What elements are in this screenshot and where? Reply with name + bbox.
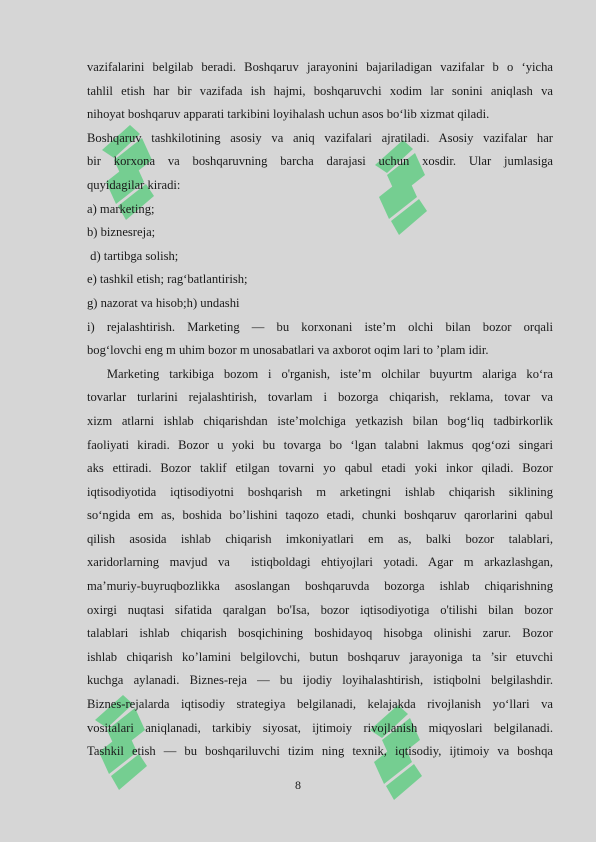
text-line: tahlil etish har bir vazifada ish hajmi, boshqaruvchi xodim lar sonini aniqlash va xyxy=(87,83,553,98)
text-line: aks ettiradi. Bozor taklif etilgan tovarni yo qabul etadi yoki inkor qiladi. Bozor xyxy=(87,461,553,476)
text-line: xizm atlarni ishlab chiqarishdan iste’molchiga yetkazish bilan bog‘liq tadbirkorlik xyxy=(87,413,553,428)
body-text xyxy=(87,56,553,764)
page-number: 8 xyxy=(295,778,301,792)
text-line: iqtisodiyotida iqtisodiyotni boshqarish m arketingni ishlab chiqarish siklining xyxy=(87,484,553,499)
text-line: xaridorlarning mavjud va istiqboldagi ehtiyojlari yotadi. Agar m arkazlashgan, xyxy=(87,555,553,570)
text-line: vositalari aniqlanadi, tarkibiy siyosat, ijtimoiy rivojlanish miqyoslari belgilanadi. xyxy=(87,720,553,735)
text-line: oxirgi nuqtasi sifatida qaralgan bo'Isa, bozor iqtisodiyotiga o'tilishi bilan bozor xyxy=(87,602,553,617)
text-line: g) nazorat va hisob;h) undashi xyxy=(87,295,240,310)
text-line: so‘ngida em as, boshida bo’lishini taqozo etadi, chunki boshqaruv qarorlarini qabul xyxy=(87,508,553,523)
text-line: qilish asosida ishlab chiqarish imkoniyatlari em as, balki bozor talablari, xyxy=(87,531,553,546)
text-line: tovarlar turlarini rejalashtirish, tovarlam i bozorga chiqarish, reklama, tovar va xyxy=(87,390,553,405)
text-line: talablari ishlab chiqarish bosqichining boshidayoq hisobga olinishi zarur. Bozor xyxy=(87,626,553,641)
text-line: Biznes-rejalarda iqtisodiy strategiya belgilanadi, kelajakda rivojlanish yo‘llari va xyxy=(87,697,553,712)
text-line: quyidagilar kiradi: xyxy=(87,177,181,192)
text-line: kuchga aylanadi. Biznes-reja — bu ijodiy loyihalashtirish, istiqbolni belgilashdir. xyxy=(87,673,553,688)
text-line: Marketing tarkibiga bozom i o'rganish, iste’m olchilar buyurtm alariga ko‘ra xyxy=(87,366,554,381)
text-line: i) rejalashtirish. Marketing — bu korxonani iste’m olchi bilan bozor orqali xyxy=(87,319,553,334)
text-line: vazifalarini belgilab beradi. Boshqaruv jarayonini bajariladigan vazifalar b o ‘yicha xyxy=(87,60,553,74)
text-line: Boshqaruv tashkilotining asosiy va aniq vazifalari ajratiladi. Asosiy vazifalar har xyxy=(87,130,553,145)
text-line: bog‘lovchi eng m uhim bozor m unosabatlari va axborot oqim lari to ’plam idir. xyxy=(87,343,489,358)
text-line: ishlab chiqarish ko’lamini belgilovchi, butun boshqaruv jarayoniga ta ’sir etuvchi xyxy=(87,649,553,664)
text-line: ma’muriy-buyruqbozlikka asoslangan boshqaruvda bozorga ishlab chiqarishning xyxy=(87,579,553,594)
text-line: b) biznesreja; xyxy=(87,225,156,240)
text-line: d) tartibga solish; xyxy=(87,248,179,263)
text-line: bir korxona va boshqaruvning barcha darajasi uchun xosdir. Ular jumlasiga xyxy=(87,154,553,169)
text-line: faoliyati kiradi. Bozor u yoki bu tovarga bo ‘lgan talabni lakmus qog‘ozi singari xyxy=(87,437,553,452)
text-line: nihoyat boshqaruv apparati tarkibini loyihalash uchun asos bo‘lib xizmat qiladi. xyxy=(87,107,490,122)
text-line: a) marketing; xyxy=(87,201,155,216)
text-line: e) tashkil etish; rag‘batlantirish; xyxy=(87,272,248,287)
text-line: Tashkil etish — bu boshqariluvchi tizim ning texnik, iqtisodiy, ijtimoiy va boshqa xyxy=(87,744,553,759)
